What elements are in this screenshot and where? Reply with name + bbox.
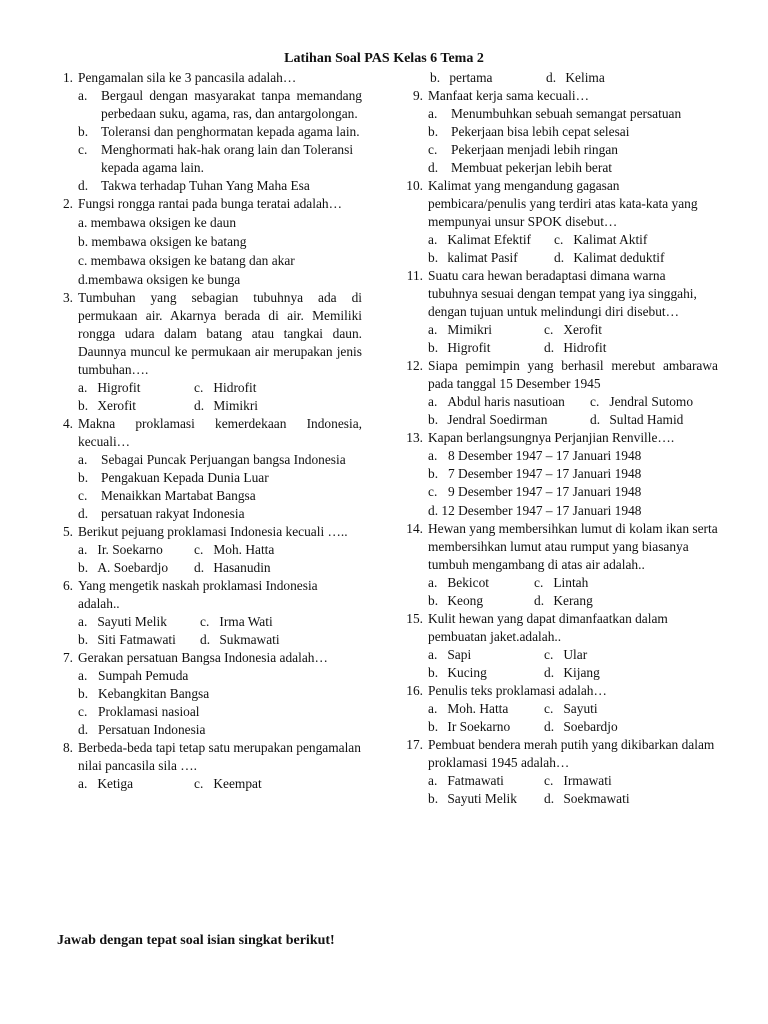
options-14 <box>428 574 718 610</box>
option-letter: b. <box>428 719 439 734</box>
option-letter: a. <box>78 614 88 629</box>
option-letter: b. <box>428 340 439 355</box>
option-text: Persatuan Indonesia <box>98 722 206 737</box>
option-letter: b. <box>78 470 89 485</box>
option-letter: c. <box>590 394 600 409</box>
option-letter: c. <box>544 773 554 788</box>
option-text: Toleransi dan penghormatan kepada agama lain. <box>101 124 360 139</box>
question-number: 14. <box>406 521 423 536</box>
options-6 <box>78 613 362 649</box>
option-c <box>590 393 693 411</box>
option-row <box>78 379 362 397</box>
option-row <box>428 411 718 429</box>
option-letter: b. <box>428 124 439 139</box>
option-letter: b. <box>78 632 89 647</box>
option-b <box>428 249 554 267</box>
option-text: Keempat <box>213 776 262 791</box>
option-letter: a. <box>428 575 438 590</box>
option-c <box>78 487 362 505</box>
option-letter: d. <box>78 506 89 521</box>
option-text: Menaikkan Martabat Bangsa <box>101 488 256 503</box>
option-d: d.membawa oksigen ke bunga <box>78 272 241 287</box>
option-text: Jendral Soedirman <box>447 412 548 427</box>
option-row <box>428 321 718 339</box>
question-text: Berbeda-beda tapi tetap satu merupakan pengamalan nilai pancasila sila …. <box>78 740 361 773</box>
option-letter: c. <box>544 647 554 662</box>
option-b <box>428 592 534 610</box>
option-d <box>546 69 605 87</box>
option-c: c. membawa oksigen ke batang dan akar <box>78 253 295 268</box>
option-letter: c. <box>78 142 88 157</box>
option-letter: b. <box>428 791 439 806</box>
options-9 <box>428 105 718 177</box>
option-text: Pengakuan Kepada Dunia Luar <box>101 470 269 485</box>
option-letter: a. <box>78 542 88 557</box>
question-1 <box>52 69 362 87</box>
option-row <box>428 700 718 718</box>
question-8 <box>52 739 362 775</box>
option-letter: a. <box>78 88 88 103</box>
option-d <box>590 411 683 429</box>
option-b <box>428 465 718 483</box>
option-letter: d. <box>194 398 205 413</box>
option-text: Irmawati <box>563 773 612 788</box>
option-row <box>78 541 362 559</box>
option-row <box>428 574 718 592</box>
question-10 <box>402 177 718 231</box>
option-text: Irma Wati <box>219 614 273 629</box>
option-a <box>428 646 544 664</box>
option-letter: b. <box>428 593 439 608</box>
option-a <box>428 393 590 411</box>
option-letter: b. <box>78 686 89 701</box>
question-14 <box>402 520 718 574</box>
option-letter: b. <box>78 124 89 139</box>
option-text: Keong <box>447 593 484 608</box>
option-letter: a. <box>78 776 88 791</box>
question-text: Kulit hewan yang dapat dimanfaatkan dalam pembuatan jaket.adalah.. <box>428 611 668 644</box>
question-text: Fungsi rongga rantai pada bunga teratai adalah… <box>78 196 343 211</box>
option-letter: b. <box>428 665 439 680</box>
option-a <box>78 613 200 631</box>
option-row <box>428 772 718 790</box>
option-letter: c. <box>78 488 88 503</box>
option-text: Mimikri <box>447 322 492 337</box>
question-number: 11. <box>406 268 423 283</box>
option-a <box>428 447 718 465</box>
option-letter: a. <box>428 322 438 337</box>
question-2 <box>52 195 362 213</box>
option-letter: d. <box>554 250 565 265</box>
option-b <box>428 790 544 808</box>
option-letter: c. <box>554 232 564 247</box>
option-row <box>78 559 362 577</box>
question-text: Hewan yang membersihkan lumut di kolam ikan serta membersihkan lumut atau rumput yang biasanya tumbuh mengambang di atas air adalah.. <box>428 521 718 572</box>
left-column <box>52 69 362 793</box>
options-11 <box>428 321 718 357</box>
option-text: Bekicot <box>447 575 490 590</box>
option-text: Kalimat Efektif <box>447 232 532 247</box>
option-text: Sayuti Melik <box>447 791 517 806</box>
question-6 <box>52 577 362 613</box>
option-text: A. Soebardjo <box>97 560 169 575</box>
option-text: Jendral Sutomo <box>609 394 694 409</box>
option-d <box>78 505 362 523</box>
option-c <box>544 700 598 718</box>
option-d <box>194 397 258 415</box>
option-letter: d. <box>194 560 205 575</box>
option-c <box>194 775 262 793</box>
option-row <box>78 613 362 631</box>
option-text: kalimat Pasif <box>447 250 518 265</box>
option-text: Kebangkitan Bangsa <box>98 686 210 701</box>
option-c <box>200 613 273 631</box>
option-text: Sayuti Melik <box>97 614 167 629</box>
option-letter: d. <box>590 412 601 427</box>
option-letter: a. <box>78 668 88 683</box>
question-number: 4. <box>62 416 73 431</box>
option-c <box>554 231 647 249</box>
question-13 <box>402 429 718 447</box>
option-letter: c. <box>200 614 210 629</box>
option-text: Pekerjaan bisa lebih cepat selesai <box>451 124 630 139</box>
option-text: Hasanudin <box>213 560 271 575</box>
option-a <box>78 87 362 123</box>
question-number: 2. <box>62 196 73 211</box>
option-c <box>544 772 612 790</box>
option-text: Siti Fatmawati <box>97 632 176 647</box>
options-10 <box>428 231 718 267</box>
option-d: d. 12 Desember 1947 – 17 Januari 1948 <box>428 503 642 518</box>
option-a <box>428 772 544 790</box>
option-c <box>534 574 588 592</box>
option-letter: a. <box>78 380 88 395</box>
option-text: Soekmawati <box>563 791 630 806</box>
option-b <box>78 559 194 577</box>
option-d <box>78 721 362 739</box>
option-letter: c. <box>78 704 88 719</box>
question-text: Berikut pejuang proklamasi Indonesia kecuali ….. <box>78 524 348 539</box>
option-d <box>78 177 362 195</box>
option-c <box>428 141 718 159</box>
option-text: Bergaul dengan masyarakat tanpa memandang perbedaan suku, agama, ras, dan antargolongan. <box>101 88 362 121</box>
question-4 <box>52 415 362 451</box>
option-a <box>428 700 544 718</box>
option-row <box>430 69 718 87</box>
option-text: Ir Soekarno <box>447 719 511 734</box>
option-row <box>428 718 718 736</box>
question-number: 13. <box>406 430 423 445</box>
option-text: Moh. Hatta <box>447 701 509 716</box>
option-letter: a. <box>428 773 438 788</box>
option-text: Menghormati hak-hak orang lain dan Toleransi kepada agama lain. <box>101 142 354 175</box>
option-letter: d. <box>534 593 545 608</box>
option-b <box>428 123 718 141</box>
option-a <box>428 321 544 339</box>
option-row <box>78 775 362 793</box>
option-b <box>428 339 544 357</box>
option-text: Sayuti <box>563 701 598 716</box>
option-letter: d. <box>544 340 555 355</box>
option-letter: a. <box>428 701 438 716</box>
question-9 <box>402 87 718 105</box>
question-number: 9. <box>412 88 423 103</box>
option-d <box>428 159 718 177</box>
question-number: 1. <box>62 70 73 85</box>
option-text: Ir. Soekarno <box>97 542 163 557</box>
option-row <box>428 790 718 808</box>
question-number: 3. <box>62 290 73 305</box>
question-text: Suatu cara hewan beradaptasi dimana warna tubuhnya sesuai dengan tempat yang iya singgahi, dengan tujuan untuk melindungi diri disebut… <box>428 268 697 319</box>
options-17 <box>428 772 718 808</box>
option-row <box>428 393 718 411</box>
option-letter: b. <box>428 250 439 265</box>
option-a: a. membawa oksigen ke daun <box>78 215 237 230</box>
option-text: Pekerjaan menjadi lebih ringan <box>451 142 618 157</box>
option-letter: c. <box>194 380 204 395</box>
option-d <box>200 631 280 649</box>
option-text: Ular <box>563 647 588 662</box>
option-letter: a. <box>428 647 438 662</box>
option-text: Higrofit <box>97 380 141 395</box>
option-row <box>428 249 718 267</box>
option-row <box>428 339 718 357</box>
option-b <box>428 411 590 429</box>
option-letter: b. <box>430 70 441 85</box>
option-b <box>430 69 546 87</box>
option-text: Ketiga <box>97 776 134 791</box>
option-b <box>78 397 194 415</box>
option-text: persatuan rakyat Indonesia <box>101 506 245 521</box>
option-letter: c. <box>428 484 438 499</box>
option-row <box>428 231 718 249</box>
option-letter: d. <box>200 632 211 647</box>
option-letter: d. <box>78 178 89 193</box>
question-5 <box>52 523 362 541</box>
question-number: 6. <box>62 578 73 593</box>
option-text: Abdul haris nasutioan <box>447 394 565 409</box>
option-letter: d. <box>546 70 557 85</box>
option-a <box>428 574 534 592</box>
question-text: Penulis teks proklamasi adalah… <box>428 683 607 698</box>
question-text: Kapan berlangsungnya Perjanjian Renville…. <box>428 430 675 445</box>
options-3 <box>78 379 362 415</box>
question-number: 7. <box>62 650 73 665</box>
option-letter: c. <box>544 701 554 716</box>
option-b <box>428 718 544 736</box>
right-column <box>402 69 718 808</box>
option-text: 7 Desember 1947 – 17 Januari 1948 <box>448 466 642 481</box>
option-text: Kijang <box>563 665 600 680</box>
option-b <box>428 664 544 682</box>
option-d <box>534 592 593 610</box>
option-text: Hidrofit <box>213 380 257 395</box>
option-text: Sebagai Puncak Perjuangan bangsa Indonesia <box>101 452 346 467</box>
options-5 <box>78 541 362 577</box>
option-text: Hidrofit <box>563 340 607 355</box>
option-text: 9 Desember 1947 – 17 Januari 1948 <box>448 484 642 499</box>
option-letter: a. <box>78 452 88 467</box>
option-letter: d. <box>78 722 89 737</box>
question-text: Siapa pemimpin yang berhasil merebut ambarawa pada tanggal 15 Desember 1945 <box>428 358 718 391</box>
page-title: Latihan Soal PAS Kelas 6 Tema 2 <box>284 51 484 66</box>
option-letter: c. <box>194 542 204 557</box>
option-letter: d. <box>544 791 555 806</box>
question-number: 10. <box>406 178 423 193</box>
option-b <box>78 685 362 703</box>
option-a <box>78 451 362 469</box>
option-d <box>544 664 600 682</box>
option-d <box>544 790 630 808</box>
question-7 <box>52 649 362 667</box>
option-text: Menumbuhkan sebuah semangat persatuan <box>451 106 682 121</box>
option-letter: b. <box>78 560 89 575</box>
option-letter: c. <box>194 776 204 791</box>
question-number: 8. <box>62 740 73 755</box>
option-text: Sultad Hamid <box>609 412 684 427</box>
question-number: 5. <box>62 524 73 539</box>
option-letter: b. <box>428 466 439 481</box>
option-text: Kalimat deduktif <box>573 250 665 265</box>
question-text: Kalimat yang mengandung gagasan pembicara/penulis yang terdiri atas kata-kata yang mempunyai unsur SPOK disebut… <box>428 178 698 229</box>
option-letter: b. <box>78 398 89 413</box>
option-row <box>428 664 718 682</box>
option-text: Takwa terhadap Tuhan Yang Maha Esa <box>101 178 310 193</box>
option-letter: b. <box>428 412 439 427</box>
option-c <box>428 483 718 501</box>
option-text: Higrofit <box>447 340 491 355</box>
option-text: Sumpah Pemuda <box>98 668 189 683</box>
option-text: Kerang <box>553 593 593 608</box>
option-text: Sapi <box>447 647 472 662</box>
options-1 <box>78 87 362 195</box>
option-a <box>78 379 194 397</box>
option-letter: a. <box>428 394 438 409</box>
question-16 <box>402 682 718 700</box>
option-text: Xerofit <box>563 322 603 337</box>
option-c <box>78 141 362 177</box>
option-text: Kelima <box>565 70 605 85</box>
option-a <box>78 667 362 685</box>
option-text: pertama <box>449 70 493 85</box>
question-3 <box>52 289 362 379</box>
option-letter: c. <box>534 575 544 590</box>
option-letter: d. <box>428 160 439 175</box>
option-letter: d. <box>544 665 555 680</box>
option-letter: d. <box>544 719 555 734</box>
question-17 <box>402 736 718 772</box>
option-a <box>428 105 718 123</box>
question-12 <box>402 357 718 393</box>
option-letter: a. <box>428 232 438 247</box>
question-number: 16. <box>406 683 423 698</box>
option-c <box>194 541 274 559</box>
option-b <box>78 123 362 141</box>
option-text: Proklamasi nasioal <box>98 704 200 719</box>
options-8-continued <box>430 69 718 87</box>
question-number: 15. <box>406 611 423 626</box>
question-text: Pengamalan sila ke 3 pancasila adalah… <box>78 70 297 85</box>
option-text: Xerofit <box>97 398 137 413</box>
option-d <box>544 718 618 736</box>
option-text: Kucing <box>447 665 487 680</box>
question-text: Tumbuhan yang sebagian tubuhnya ada di permukaan air. Akarnya berada di air. Memiliki rongga udara dalam batang atau tangkai daun. Daunnya muncul ke permukaan air merupakan jenis tumbuhan…. <box>78 290 362 377</box>
option-row <box>78 631 362 649</box>
option-text: Soebardjo <box>563 719 618 734</box>
option-letter: a. <box>428 448 438 463</box>
options-12 <box>428 393 718 429</box>
option-a <box>78 541 194 559</box>
options-15 <box>428 646 718 682</box>
options-2 <box>78 213 362 289</box>
option-a <box>428 231 554 249</box>
option-c <box>194 379 257 397</box>
option-b <box>78 469 362 487</box>
option-letter: c. <box>544 322 554 337</box>
option-row <box>78 397 362 415</box>
option-letter: c. <box>428 142 438 157</box>
options-4 <box>78 451 362 523</box>
option-text: Mimikri <box>213 398 258 413</box>
option-b: b. membawa oksigen ke batang <box>78 234 247 249</box>
option-text: 8 Desember 1947 – 17 Januari 1948 <box>448 448 642 463</box>
question-15 <box>402 610 718 646</box>
option-b <box>78 631 200 649</box>
option-letter: a. <box>428 106 438 121</box>
options-7 <box>78 667 362 739</box>
option-c <box>544 321 602 339</box>
option-text: Lintah <box>553 575 589 590</box>
option-text: Membuat pekerjan lebih berat <box>451 160 612 175</box>
option-d <box>544 339 607 357</box>
option-d <box>554 249 664 267</box>
question-text: Makna proklamasi kemerdekaan Indonesia, kecuali… <box>78 416 362 449</box>
options-8 <box>78 775 362 793</box>
question-number: 17. <box>406 737 423 752</box>
option-text: Kalimat Aktif <box>573 232 648 247</box>
question-text: Gerakan persatuan Bangsa Indonesia adalah… <box>78 650 328 665</box>
question-text: Yang mengetik naskah proklamasi Indonesia adalah.. <box>78 578 318 611</box>
options-16 <box>428 700 718 736</box>
options-13 <box>428 447 718 520</box>
option-a <box>78 775 194 793</box>
question-number: 12. <box>406 358 423 373</box>
option-c <box>544 646 587 664</box>
option-row <box>428 592 718 610</box>
option-text: Sukmawati <box>219 632 280 647</box>
question-text: Pembuat bendera merah putih yang dikibarkan dalam proklamasi 1945 adalah… <box>428 737 715 770</box>
option-row <box>428 646 718 664</box>
option-text: Fatmawati <box>447 773 504 788</box>
option-d <box>194 559 271 577</box>
question-text: Manfaat kerja sama kecuali… <box>428 88 589 103</box>
option-c <box>78 703 362 721</box>
option-text: Moh. Hatta <box>213 542 275 557</box>
question-11 <box>402 267 718 321</box>
section-instruction: Jawab dengan tepat soal isian singkat berikut! <box>57 933 335 948</box>
